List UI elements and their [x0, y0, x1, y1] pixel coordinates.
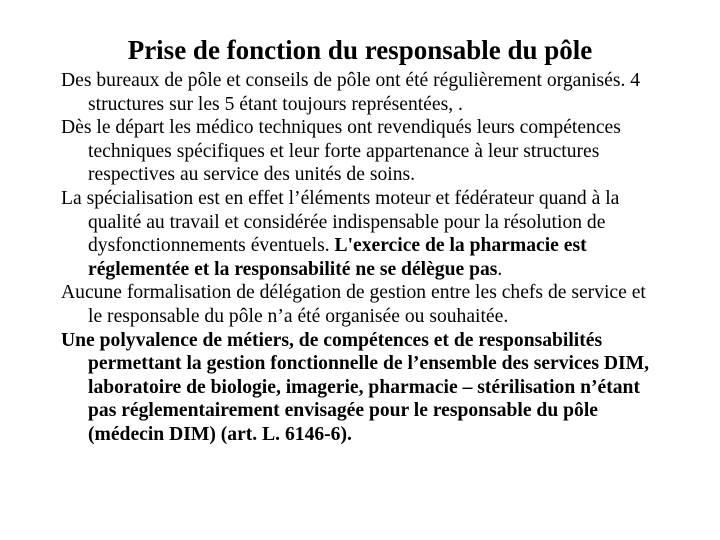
paragraph-bold-text: L'exercice de la pharmacie est réglementée et la responsabilité ne se délègue pas [88, 235, 587, 280]
paragraph-polyvalence [61, 329, 661, 447]
paragraph-bureaux [61, 69, 661, 116]
slide-body [61, 69, 661, 447]
slide-title: Prise de fonction du responsable du pôle [127, 35, 593, 65]
paragraph-text: Aucune formalisation de délégation de gestion entre les chefs de service et le responsable du pôle n’a été organisée ou souhaitée. [61, 282, 646, 327]
paragraph-specialisation [61, 187, 661, 281]
paragraph-formalisation [61, 281, 661, 328]
paragraph-text: Dès le départ les médico techniques ont revendiqués leurs compétences techniques spécifiques et leur forte appartenance à leur structures respectives au service des unités de soins. [61, 117, 621, 186]
paragraph-medico-techniques [61, 116, 661, 187]
paragraph-bold-text: Une polyvalence de métiers, de compétences et de responsabilités permettant la gestion fonctionnelle de l’ensemble des services DIM, laboratoire de biologie, imagerie, pharmacie – stérilisation n’étant pas réglementairement envisagée pour le responsable du pôle (médecin DIM) (art. L. 6146-6). [61, 329, 650, 445]
paragraph-text: Des bureaux de pôle et conseils de pôle ont été régulièrement organisés. 4 structures sur les 5 étant toujours représentées, . [61, 70, 641, 115]
paragraph-end-text: . [497, 258, 503, 280]
paragraph-text: La spécialisation est en effet l’éléments moteur et fédérateur quand à la qualité au travail et considérée indispensable pour la résolution de dysfonctionnements éventuels. [61, 187, 620, 257]
